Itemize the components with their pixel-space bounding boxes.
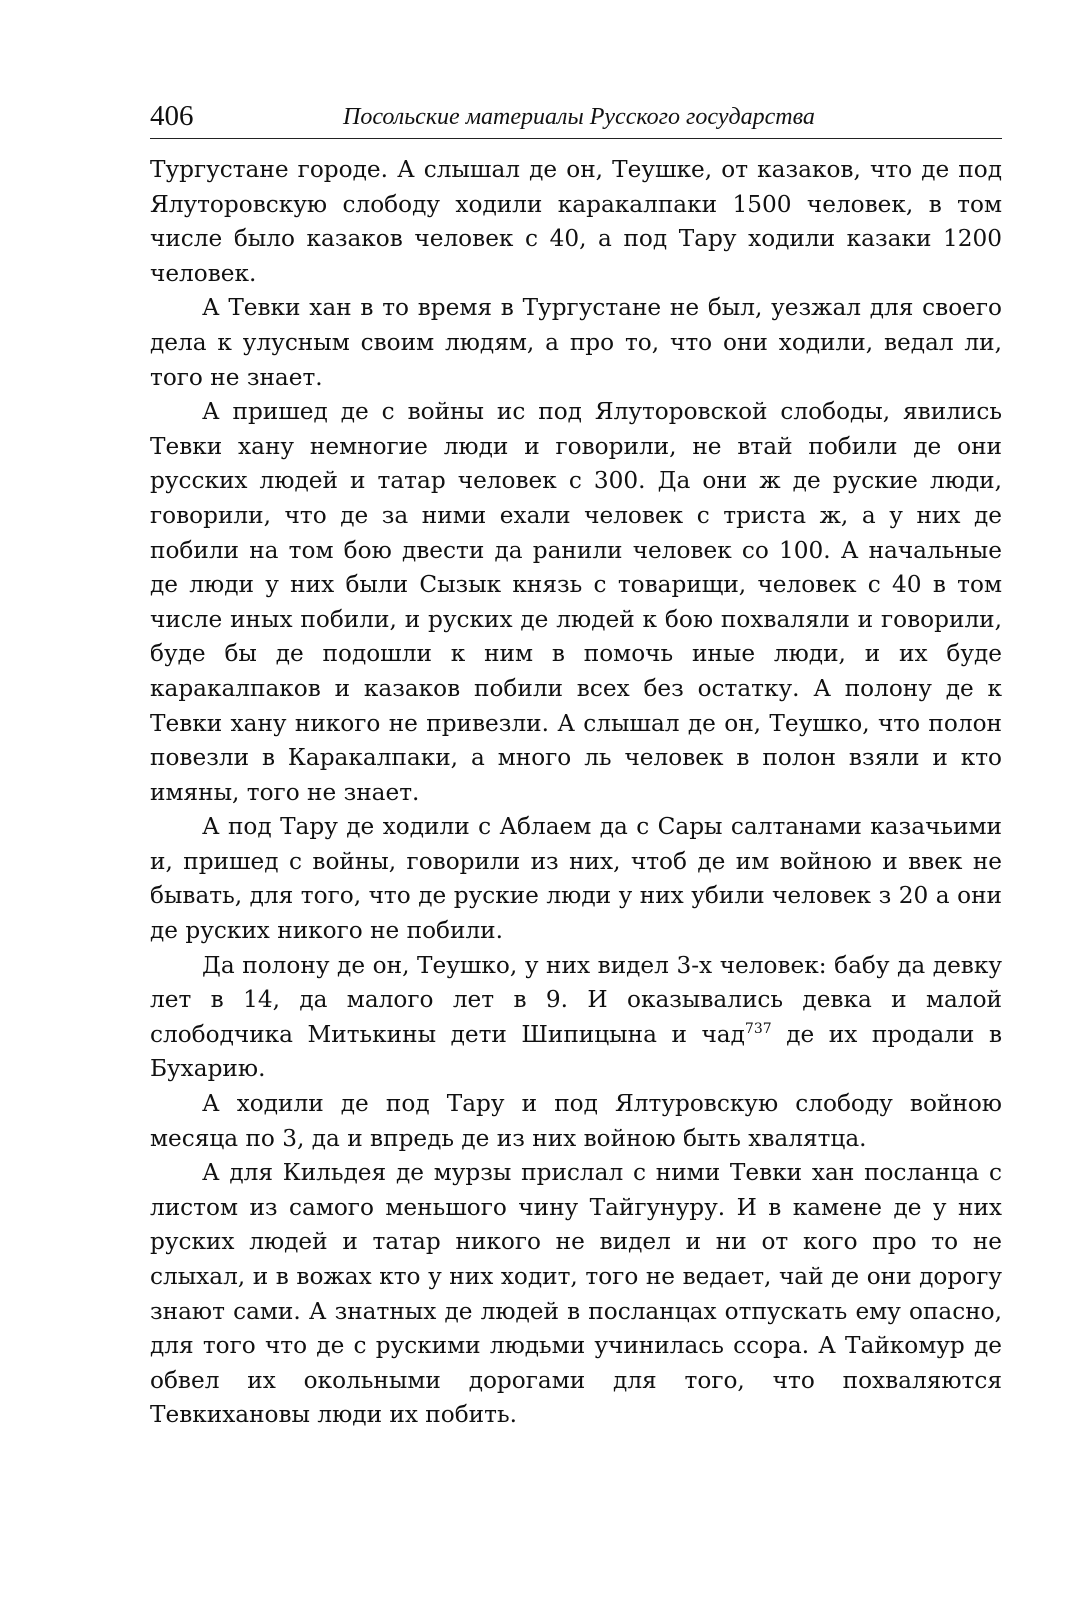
footnote-reference[interactable]: 737	[744, 1020, 772, 1037]
paragraph-5	[150, 949, 1002, 1087]
paragraph-3: А пришед де с войны ис под Ялуторовской слободы, явились Тевки хану немногие люди и говорили, не втай побили де они русских людей и татар человек с 300. Да они ж де руские люди, говорили, что де за ними ехали человек с триста ж, а у них де побили на том бою двести да ранили человек со 100. А начальные де люди у них были Сызык князь с товарищи, человек с 40 в том числе иных побили, и руских де людей к бою похваляли и говорили, буде бы де подошли к ним в помочь иные люди, и их буде каракалпаков и казаков побили всех без остатку. А полону де к Тевки хану никого не привезли. А слышал де он, Теушко, что полон повезли в Каракалпаки, а много ль человек в полон взяли и кто имяны, того не знает.	[150, 398, 1002, 806]
paragraph-6: А ходили де под Тару и под Ялтуровскую слободу войною месяца по 3, да и впредь де из них войною быть хвалятца.	[150, 1090, 1002, 1152]
running-head	[150, 98, 1002, 139]
book-page	[150, 98, 1002, 1433]
paragraph-1: Тургустане городе. А слышал де он, Теушке, от казаков, что де под Ялуторовскую слободу ходили каракалпаки 1500 человек, в том числе было казаков человек с 40, а под Тару ходили казаки 1200 человек.	[150, 156, 1002, 287]
paragraph-4: А под Тару де ходили с Аблаем да с Сары салтанами казачьими и, пришед с войны, говорили из них, чтоб де им войною и ввек не бывать, для того, что де руские люди у них убили человек з 20 а они де руских никого не побили.	[150, 813, 1002, 945]
body-text	[150, 153, 1002, 1433]
running-title: Посольские материалы Русского государства	[343, 104, 815, 130]
paragraph-5-ending: де их продали в Бухарию.	[150, 1020, 1002, 1083]
page-number: 406	[150, 100, 194, 132]
paragraph-5-text: Да полону де он, Теушко, у них видел 3-х человек: бабу да девку лет в 14, да малого лет в 9. И оказывались девка и малой слободчика Митькины дети Шипицына и чад	[150, 951, 1002, 1048]
paragraph-7: А для Кильдея де мурзы прислал с ними Тевки хан посланца с листом из самого меньшого чину Тайгунуру. И в камене де у них руских людей и татар никого не видел и ни от кого про то не слыхал, и в вожах кто у них ходит, того не ведает, чай де они дорогу знают сами. А знатных де людей в посланцах отпускать ему опасно, для того что де с рускими людьми учинилась ссора. А Тайкомур де обвел их окольными дорогами для того, что похваляются Тевкихановы люди их побить.	[150, 1159, 1002, 1429]
paragraph-2: А Тевки хан в то время в Тургустане не был, уезжал для своего дела к улусным своим людям, а про то, что они ходили, ведал ли, того не знает.	[150, 294, 1002, 391]
